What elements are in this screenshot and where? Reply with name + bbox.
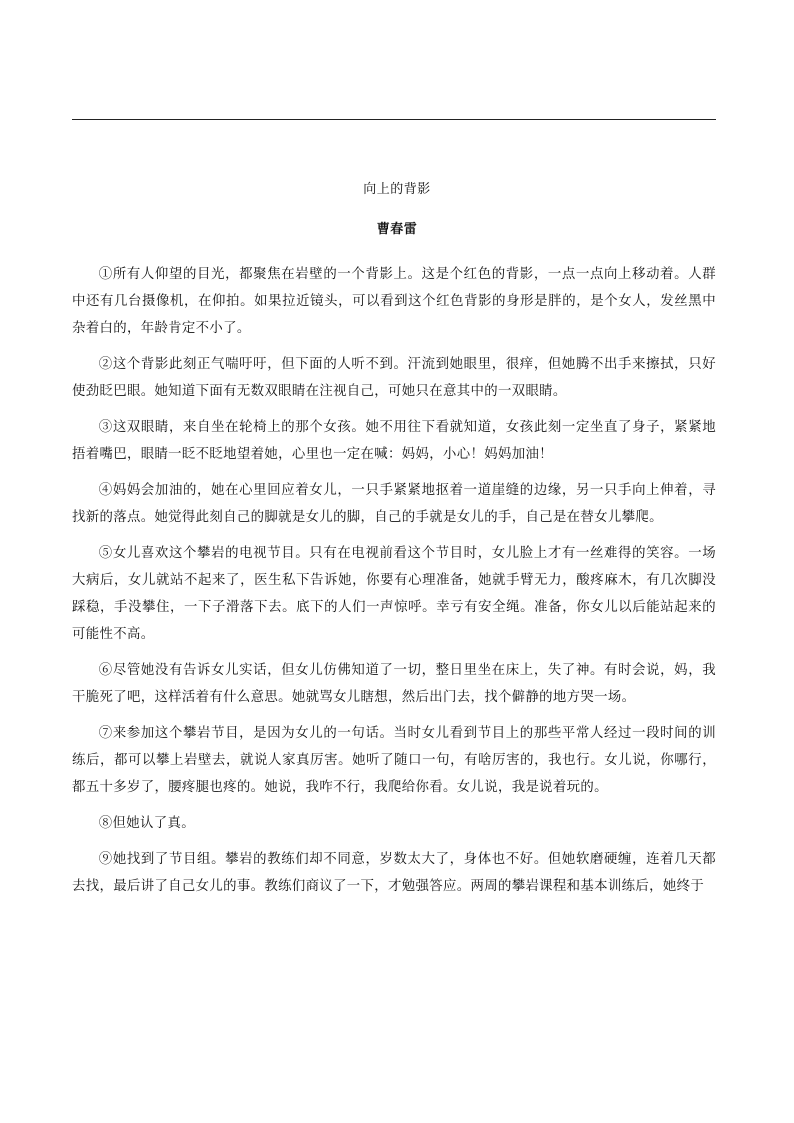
paragraph-1: ①所有人仰望的目光，都聚焦在岩壁的一个背影上。这是个红色的背影，一点一点向上移动着。人群中还有几台摄像机，在仰拍。如果拉近镜头，可以看到这个红色背影的身形是胖的，是个女人，发丝黑中杂着白的，年龄肯定不小了。	[72, 267, 716, 336]
paragraph-8: ⑧但她认了真。	[98, 816, 195, 831]
paragraph-5: ⑤女儿喜欢这个攀岩的电视节目。只有在电视前看这个节目时，女儿脸上才有一丝难得的笑容。一场大病后，女儿就站不起来了，医生私下告诉她，你要有心理准备，她就手臂无力，酸疼麻木，有几次脚没踩稳，手没攀住，一下子滑落下去。底下的人们一声惊呼。幸亏有安全绳。准备，你女儿以后能站起来的可能性不高。	[72, 546, 716, 642]
paragraph-9: ⑨她找到了节目组。攀岩的教练们却不同意，岁数太大了，身体也不好。但她软磨硬缠，连着几天都去找，最后讲了自己女儿的事。教练们商议了一下，才勉强答应。两周的攀岩课程和基本训练后，她终于	[72, 852, 716, 894]
paragraph-3: ③这双眼睛，来自坐在轮椅上的那个女孩。她不用往下看就知道，女孩此刻一定坐直了身子，紧紧地捂着嘴巴，眼睛一眨不眨地望着她，心里也一定在喊：妈妈，小心！妈妈加油！	[72, 420, 716, 462]
paragraph-6: ⑥尽管她没有告诉女儿实话，但女儿仿佛知道了一切，整日里坐在床上，失了神。有时会说，妈，我干脆死了吧，这样活着有什么意思。她就骂女儿瞎想，然后出门去，找个僻静的地方哭一场。	[72, 663, 716, 705]
article-body	[72, 261, 716, 909]
paragraph-7: ⑦来参加这个攀岩节目，是因为女儿的一句话。当时女儿看到节目上的那些平常人经过一段时间的训练后，都可以攀上岩壁去，就说人家真厉害。她听了随口一句，有啥厉害的，我也行。女儿说，你哪行，都五十多岁了，腰疼腿也疼的。她说，我咋不行，我爬给你看。女儿说，我是说着玩的。	[72, 726, 716, 795]
header-rule	[72, 119, 716, 120]
article-title: 向上的背影	[363, 182, 431, 197]
paragraph-4: ④妈妈会加油的，她在心里回应着女儿，一只手紧紧地抠着一道崖缝的边缘，另一只手向上伸着，寻找新的落点。她觉得此刻自己的脚就是女儿的脚，自己的手就是女儿的手，自己是在替女儿攀爬。	[72, 483, 716, 525]
paragraph-2: ②这个背影此刻正气喘吁吁，但下面的人听不到。汗流到她眼里，很痒，但她腾不出手来擦拭，只好使劲眨巴眼。她知道下面有无数双眼睛在注视自己，可她只在意其中的一双眼睛。	[72, 357, 716, 399]
article-author: 曹春雷	[376, 222, 418, 237]
